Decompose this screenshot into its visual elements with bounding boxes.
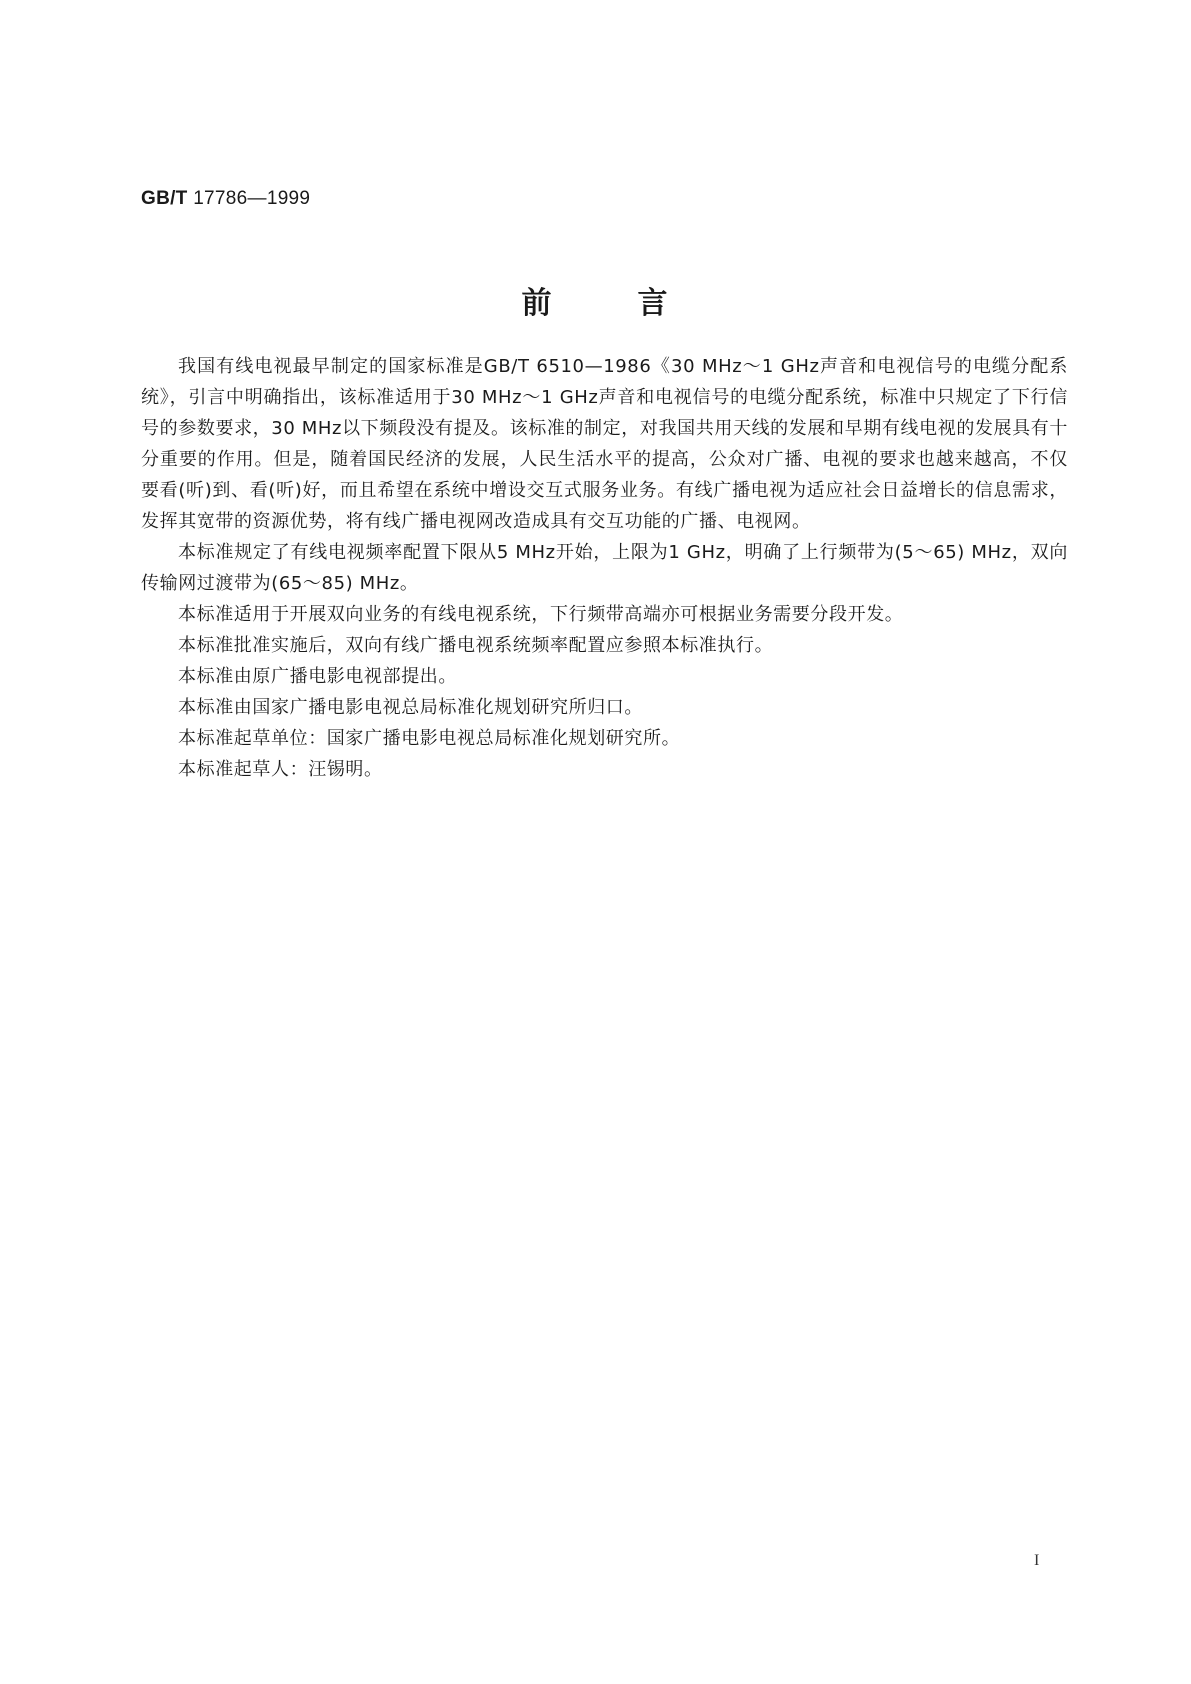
standard-code (141, 188, 310, 210)
paragraph-centralized-by: 本标准由国家广播电影电视总局标准化规划研究所归口。 (178, 697, 643, 718)
page-title-char-2: 言 (637, 286, 670, 321)
standard-code-prefix: GB/T (141, 188, 188, 209)
foreword-body (141, 351, 1068, 785)
page-number: I (1034, 1552, 1040, 1569)
page-title-char-1: 前 (521, 286, 554, 321)
standard-code-number: 17786—1999 (193, 188, 311, 209)
paragraph-drafter: 本标准起草人：汪锡明。 (178, 759, 383, 780)
paragraph-frequency-allocation: 本标准规定了有线电视频率配置下限从5 MHz开始，上限为1 GHz，明确了上行频带为(5～65) MHz，双向传输网过渡带为(65～85) MHz。 (141, 542, 1068, 594)
paragraph-drafting-unit: 本标准起草单位：国家广播电影电视总局标准化规划研究所。 (178, 728, 681, 749)
paragraph-proposed-by: 本标准由原广播电影电视部提出。 (178, 666, 457, 687)
paragraph-implementation: 本标准批准实施后，双向有线广播电视系统频率配置应参照本标准执行。 (178, 635, 774, 656)
paragraph-scope: 本标准适用于开展双向业务的有线电视系统，下行频带高端亦可根据业务需要分段开发。 (178, 604, 904, 625)
page-title (0, 278, 1191, 322)
paragraph-background: 我国有线电视最早制定的国家标准是GB/T 6510—1986《30 MHz～1 GHz声音和电视信号的电缆分配系统》，引言中明确指出，该标准适用于30 MHz～1 GHz声音和电视信号的电缆分配系统，标准中只规定了下行信号的参数要求，30 MHz以下频段没有提及。该标准的制定，对我国共用天线的发展和早期有线电视的发展具有十分重要的作用。但是，随着国民经济的发展，人民生活水平的提高，公众对广播、电视的要求也越来越高，不仅要看(听)到、看(听)好，而且希望在系统中增设交互式服务业务。有线广播电视为适应社会日益增长的信息需求，发挥其宽带的资源优势，将有线广播电视网改造成具有交互功能的广播、电视网。 (141, 356, 1068, 532)
